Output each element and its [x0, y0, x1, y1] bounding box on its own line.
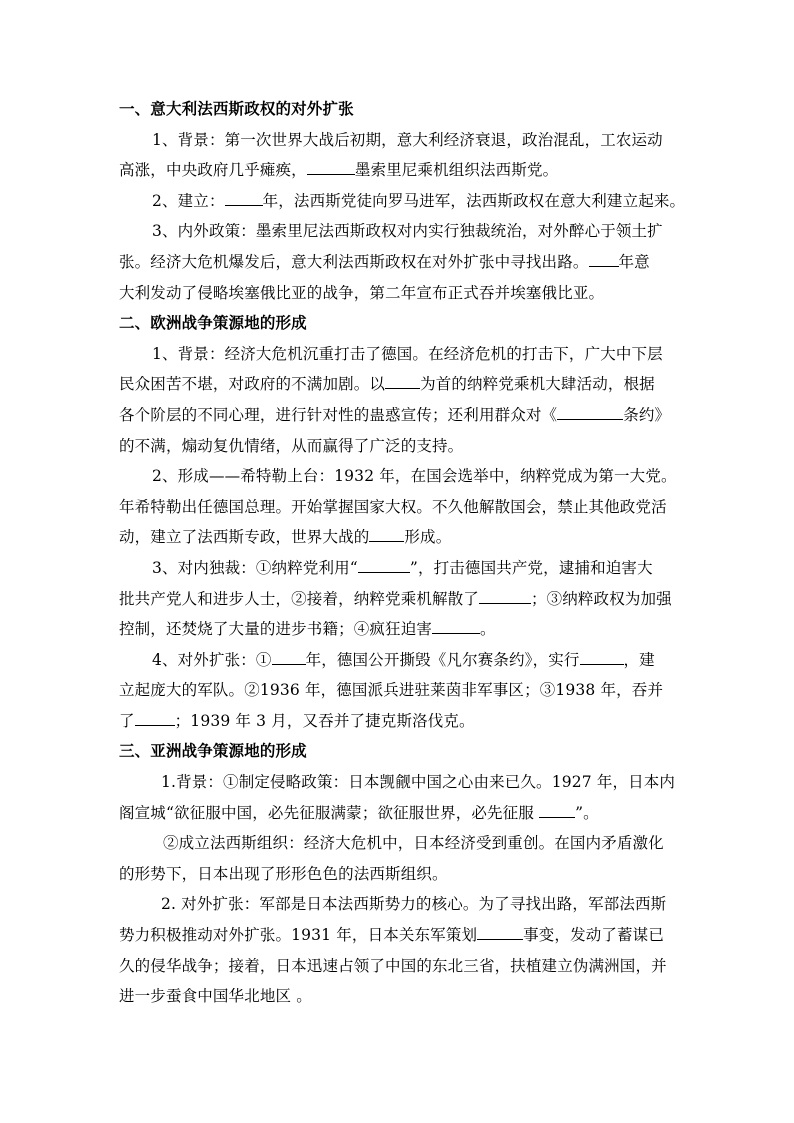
paragraph-line: [119, 522, 679, 553]
text-run: ”。: [575, 803, 599, 822]
paragraph-line: [119, 155, 679, 186]
paragraph-line: 大利发动了侵略埃塞俄比亚的战争，第二年宣布正式吞并埃塞俄比亚。: [119, 283, 605, 302]
text-run: 高涨，中央政府几乎瘫痪，: [119, 161, 307, 180]
text-run: ；③纳粹政权为加强: [530, 589, 672, 608]
paragraph-line: 的形势下，日本出现了形形色色的法西斯组织。: [119, 864, 448, 883]
fill-in-blank: [539, 802, 575, 818]
text-run: 民众困苦不堪，对政府的不满加剧。以: [119, 375, 386, 394]
text-run: 控制，还焚烧了大量的进步书籍；④疯狂迫害: [119, 620, 433, 639]
fill-in-blank: [479, 588, 531, 604]
fill-in-blank: [272, 649, 306, 665]
text-run: 。: [480, 620, 496, 639]
text-run: 4、对外扩张：①: [152, 650, 272, 669]
paragraph-line: 3、内外政策：墨索里尼法西斯政权对内实行独裁统治，对外醉心于领土扩: [152, 222, 663, 241]
paragraph-line: 的不满，煽动复仇情绪，从而赢得了广泛的支持。: [119, 436, 464, 455]
fill-in-blank: [432, 618, 480, 634]
text-run: 年，法西斯党徒向罗马进军，法西斯政权在意大利建立起来。: [262, 191, 686, 210]
paragraph-line: [119, 706, 679, 737]
text-run: 了: [119, 711, 135, 730]
text-run: 墨索里尼乘机组织法西斯党。: [354, 161, 559, 180]
paragraph-line: [119, 553, 679, 584]
document-page: [119, 94, 686, 1012]
text-run: 各个阶层的不同心理，进行针对性的蛊惑宣传；还利用群众对《: [119, 405, 558, 424]
paragraph-line: 2. 对外扩张：军部是日本法西斯势力的核心。为了寻找出路，军部法西斯: [161, 895, 667, 914]
fill-in-blank: [135, 710, 175, 726]
paragraph-line: 年希特勒出任德国总理。开始掌握国家大权。不久他解散国会，禁止其他政党活: [119, 497, 667, 516]
section-heading-asia: 三、亚洲战争策源地的形成: [119, 741, 307, 761]
paragraph-line: 2、形成——希特勒上台：1932 年，在国会选举中，纳粹党成为第一大党。: [152, 467, 677, 486]
paragraph-line: 1、背景：第一次世界大战后初期，意大利经济衰退，政治混乱，工农运动: [152, 130, 663, 149]
fill-in-blank: [385, 373, 420, 389]
paragraph-line: [119, 920, 679, 951]
paragraph-line: 1.背景：①制定侵略政策：日本觊觎中国之心由来已久。1927 年，日本内: [161, 773, 676, 792]
text-run: 势力积极推动对外扩张。1931 年，日本关东军策划: [119, 926, 478, 945]
section-heading-europe: 二、欧洲战争策源地的形成: [119, 313, 307, 333]
paragraph-line: [119, 584, 679, 615]
text-run: 动，建立了法西斯专政，世界大战的: [119, 528, 370, 547]
text-run: 为首的纳粹党乘机大肆活动，根据: [420, 375, 655, 394]
fill-in-blank: [557, 404, 623, 420]
text-run: 2、建立：: [152, 191, 225, 210]
text-run: 张。经济大危机爆发后，意大利法西斯政权在对外扩张中寻找出路。: [119, 252, 589, 271]
paragraph-line: [119, 186, 686, 217]
text-run: 年意: [618, 252, 650, 271]
text-run: ，建: [623, 650, 655, 669]
paragraph-line: [119, 798, 679, 829]
fill-in-blank: [307, 159, 355, 175]
paragraph-line: [119, 369, 679, 400]
fill-in-blank: [580, 649, 624, 665]
paragraph-line: [119, 614, 679, 645]
paragraph-line: [119, 400, 679, 431]
text-run: ；1939 年 3 月，又吞并了捷克斯洛伐克。: [174, 711, 475, 730]
text-run: ”，打击德国共产党，逮捕和迫害大: [409, 558, 653, 577]
text-run: 事变，发动了蓄谋已: [523, 926, 664, 945]
text-run: 形成。: [404, 528, 452, 547]
text-run: 批共产党人和进步人士，②接着，纳粹党乘机解散了: [119, 589, 479, 608]
paragraph-line: 久的侵华战争；接着，日本迅速占领了中国的东北三省，扶植建立伪满洲国，并: [119, 956, 667, 975]
paragraph-line: ②成立法西斯组织：经济大危机中，日本经济受到重创。在国内矛盾激化: [163, 834, 664, 853]
fill-in-blank: [477, 924, 523, 940]
fill-in-blank: [225, 190, 263, 206]
paragraph-line: 1、背景：经济大危机沉重打击了德国。在经济危机的打击下，广大中下层: [152, 344, 663, 363]
text-run: 条约》: [623, 405, 671, 424]
paragraph-line: [119, 645, 679, 676]
fill-in-blank: [358, 557, 410, 573]
text-run: 3、对内独裁：①纳粹党利用“: [152, 558, 358, 577]
paragraph-line: [119, 247, 679, 278]
text-run: 年，德国公开撕毁《凡尔赛条约》，实行: [305, 650, 580, 669]
paragraph-line: 立起庞大的军队。②1936 年，德国派兵进驻莱茵非军事区；③1938 年，吞并: [119, 681, 664, 700]
fill-in-blank: [589, 251, 619, 267]
section-heading-italy: 一、意大利法西斯政权的对外扩张: [119, 99, 354, 118]
text-run: 阁宣城“欲征服中国，必先征服满蒙；欲征服世界，必先征服: [119, 803, 540, 822]
fill-in-blank: [369, 526, 404, 542]
paragraph-line: 进一步蚕食中国华北地区 。: [119, 987, 312, 1006]
